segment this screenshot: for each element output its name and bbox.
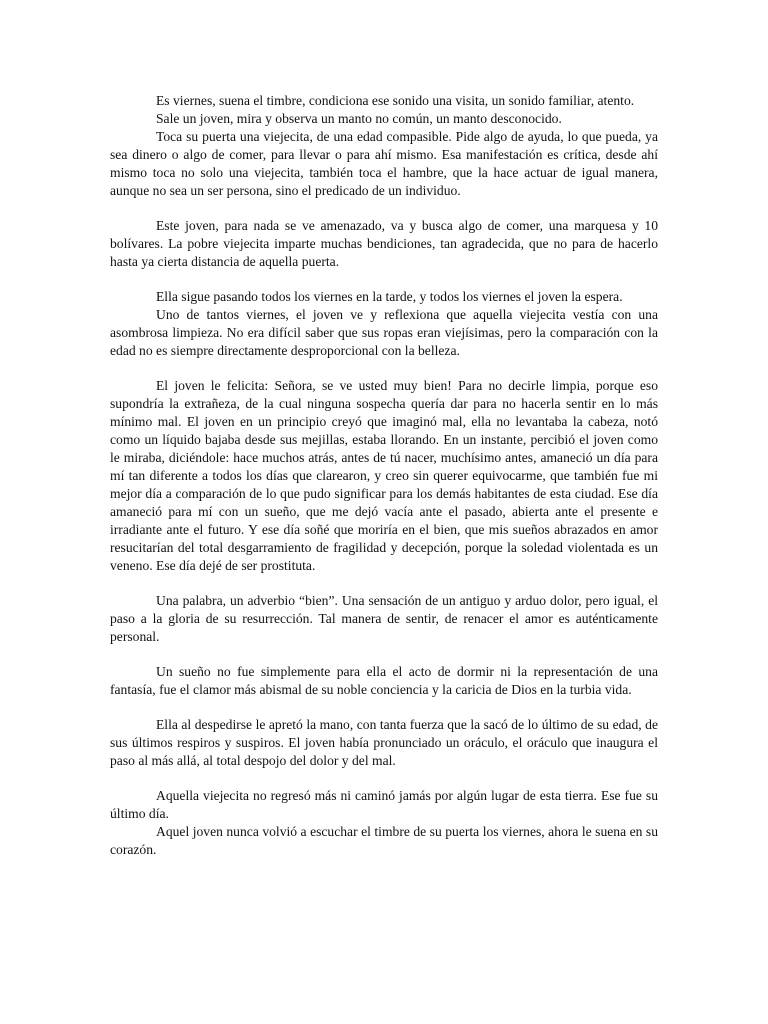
paragraph-9: Un sueño no fue simplemente para ella el acto de dormir ni la representación de una fantasía, fue el clamor más abismal de su noble conciencia y la caricia de Dios en la turbia vida. bbox=[110, 664, 658, 697]
paragraph-3: Toca su puerta una viejecita, de una edad compasible. Pide algo de ayuda, lo que pueda, ya sea dinero o algo de comer, para llevar o para ahí mismo. Esa manifestación es crítica, desde ahí mismo toca no solo una viejecita, también toca el hambre, que la hace actuar de igual manera, aunque no sea un ser persona, sino el predicado de un individuo. bbox=[110, 129, 658, 198]
paragraph-6: Uno de tantos viernes, el joven ve y reflexiona que aquella viejecita vestía con una asombrosa limpieza. No era difícil saber que sus ropas eran viejísimas, pero la comparación con la edad no es siempre directamente desproporcional con la belleza. bbox=[110, 307, 658, 358]
paragraph-2: Sale un joven, mira y observa un manto no común, un manto desconocido. bbox=[156, 111, 562, 126]
paragraph-10: Ella al despedirse le apretó la mano, con tanta fuerza que la sacó de lo último de su edad, de sus últimos respiros y suspiros. El joven había pronunciado un oráculo, el oráculo que inaugura el paso al más allá, al total despojo del dolor y del mal. bbox=[110, 717, 658, 768]
paragraph-7: El joven le felicita: Señora, se ve usted muy bien! Para no decirle limpia, porque eso supondría la extrañeza, de la cual ninguna sospecha quería dar para no hacerla sentir en lo más mínimo mal. El joven en un principio creyó que imaginó mal, ella no levantaba la cabeza, notó como un líquido bajaba desde sus mejillas, estaba llorando. En un instante, percibió el joven como le miraba, diciéndole: hace muchos atrás, antes de tú nacer, muchísimo antes, amaneció un día para mí tan diferente a todos los días que clarearon, y creo sin querer equivocarme, que también fue mi mejor día a comparación de lo que pudo significar para los demás habitantes de esta ciudad. Ese día amaneció para mí con un sueño, que me dejó vacía ante el pasado, abierta ante el presente e irradiante ante el futuro. Y ese día soñé que moriría en el bien, que mis sueños abrazados en amor resucitarían del total desgarramiento de fragilidad y decepción, porque la soledad violentada es un veneno. Ese día dejé de ser prostituta. bbox=[110, 378, 658, 573]
paragraph-5: Ella sigue pasando todos los viernes en la tarde, y todos los viernes el joven la espera. bbox=[156, 289, 623, 304]
document-page bbox=[110, 92, 658, 859]
paragraph-12: Aquel joven nunca volvió a escuchar el timbre de su puerta los viernes, ahora le suena en su corazón. bbox=[110, 824, 658, 857]
paragraph-4: Este joven, para nada se ve amenazado, va y busca algo de comer, una marquesa y 10 bolívares. La pobre viejecita imparte muchas bendiciones, tan agradecida, que no para de hacerlo hasta ya cierta distancia de aquella puerta. bbox=[110, 218, 658, 269]
paragraph-11: Aquella viejecita no regresó más ni caminó jamás por algún lugar de esta tierra. Ese fue su último día. bbox=[110, 788, 658, 821]
paragraph-1: Es viernes, suena el timbre, condiciona ese sonido una visita, un sonido familiar, atento. bbox=[156, 93, 635, 108]
paragraph-8: Una palabra, un adverbio “bien”. Una sensación de un antiguo y arduo dolor, pero igual, el paso a la gloria de su resurrección. Tal manera de sentir, de renacer el amor es auténticamente personal. bbox=[110, 593, 658, 644]
